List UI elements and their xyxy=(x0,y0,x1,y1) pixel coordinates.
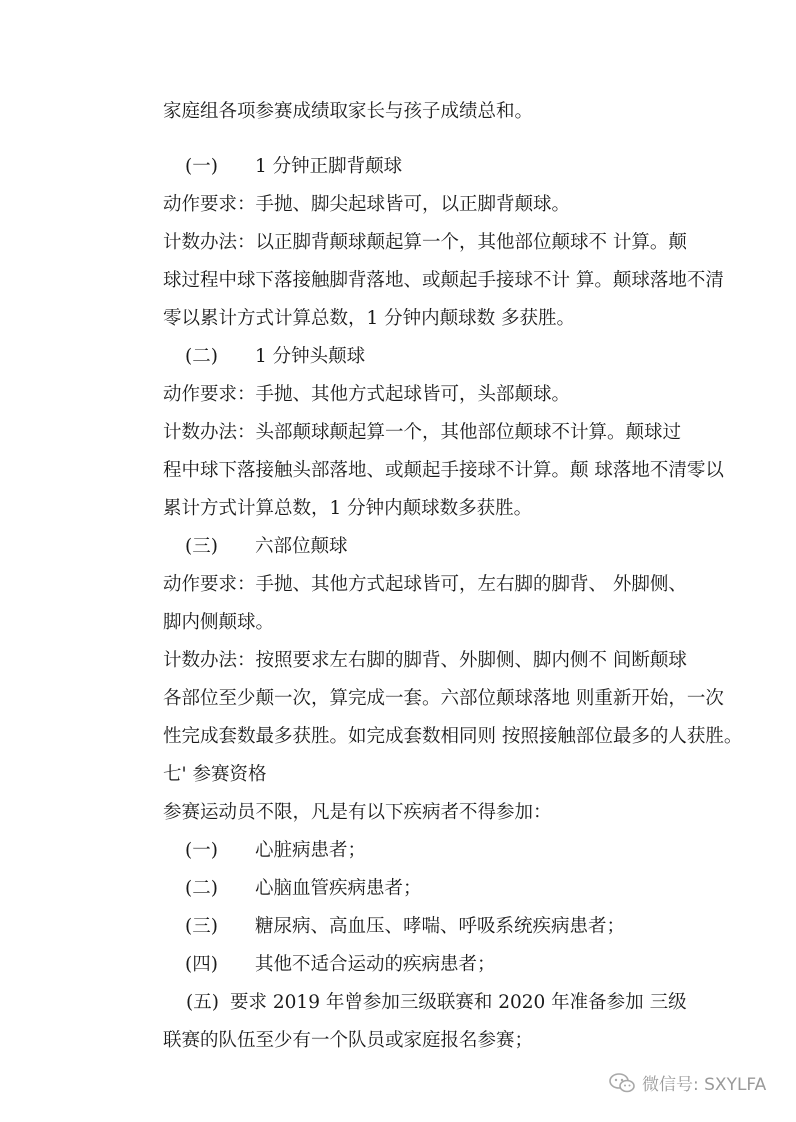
wechat-icon xyxy=(608,1072,636,1094)
list-item-number: (四) xyxy=(185,954,218,975)
section-title: 1 分钟头颠球 xyxy=(255,346,366,367)
list-item-text: 其他不适合运动的疾病患者； xyxy=(255,954,496,975)
section-number: (二) xyxy=(185,346,218,367)
list-item-text: 糖尿病、高血压、哮喘、呼吸系统疾病患者； xyxy=(255,916,626,937)
intro-paragraph: 家庭组各项参赛成绩取家长与孩子成绩总和。 xyxy=(163,101,534,122)
requirement-line: 动作要求：手抛、其他方式起球皆可，头部颠球。 xyxy=(163,384,571,405)
scoring-line: 零以累计方式计算总数，1 分钟内颠球数 多获胜。 xyxy=(163,308,576,329)
list-item-number: (五) xyxy=(186,992,219,1013)
scoring-line: 球过程中球下落接触脚背落地、或颠起手接球不计 算。颠球落地不清 xyxy=(163,270,724,291)
eligibility-heading: 七' 参赛资格 xyxy=(163,764,267,785)
wechat-watermark xyxy=(608,1070,766,1095)
scoring-line: 计数办法：头部颠球颠起算一个，其他部位颠球不计算。颠球过 xyxy=(163,422,682,443)
requirement-line: 动作要求：手抛、其他方式起球皆可，左右脚的脚背、 外脚侧、 xyxy=(163,574,687,595)
section-title: 1 分钟正脚背颠球 xyxy=(255,156,403,177)
section-title: 六部位颠球 xyxy=(255,536,348,557)
scoring-line: 各部位至少颠一次，算完成一套。六部位颠球落地 则重新开始，一次 xyxy=(163,688,724,709)
list-item-number: (一) xyxy=(185,840,218,861)
list-item-text: 心脑血管疾病患者； xyxy=(255,878,422,899)
watermark-label: 微信号: SXYLFA xyxy=(642,1075,767,1095)
eligibility-intro: 参赛运动员不限，凡是有以下疾病者不得参加： xyxy=(163,802,552,823)
requirement-line: 脚内侧颠球。 xyxy=(163,612,275,633)
list-item-number: (二) xyxy=(185,878,218,899)
scoring-line: 程中球下落接触头部落地、或颠起手接球不计算。颠 球落地不清零以 xyxy=(163,460,724,481)
list-item-text: 心脏病患者； xyxy=(255,840,367,861)
scoring-line: 计数办法：按照要求左右脚的脚背、外脚侧、脚内侧不 间断颠球 xyxy=(163,650,687,671)
list-item-continuation: 联赛的队伍至少有一个队员或家庭报名参赛； xyxy=(163,1030,534,1051)
scoring-line: 计数办法：以正脚背颠球颠起算一个，其他部位颠球不 计算。颠 xyxy=(163,232,687,253)
section-number: (三) xyxy=(185,536,218,557)
list-item-number: (三) xyxy=(185,916,218,937)
scoring-line: 累计方式计算总数，1 分钟内颠球数多获胜。 xyxy=(163,498,533,519)
requirement-line: 动作要求：手抛、脚尖起球皆可，以正脚背颠球。 xyxy=(163,194,571,215)
section-number: (一) xyxy=(185,156,218,177)
list-item-text: 要求 2019 年曾参加三级联赛和 2020 年准备参加 三级 xyxy=(230,992,687,1013)
scoring-line: 性完成套数最多获胜。如完成套数相同则 按照接触部位最多的人获胜。 xyxy=(163,726,743,747)
